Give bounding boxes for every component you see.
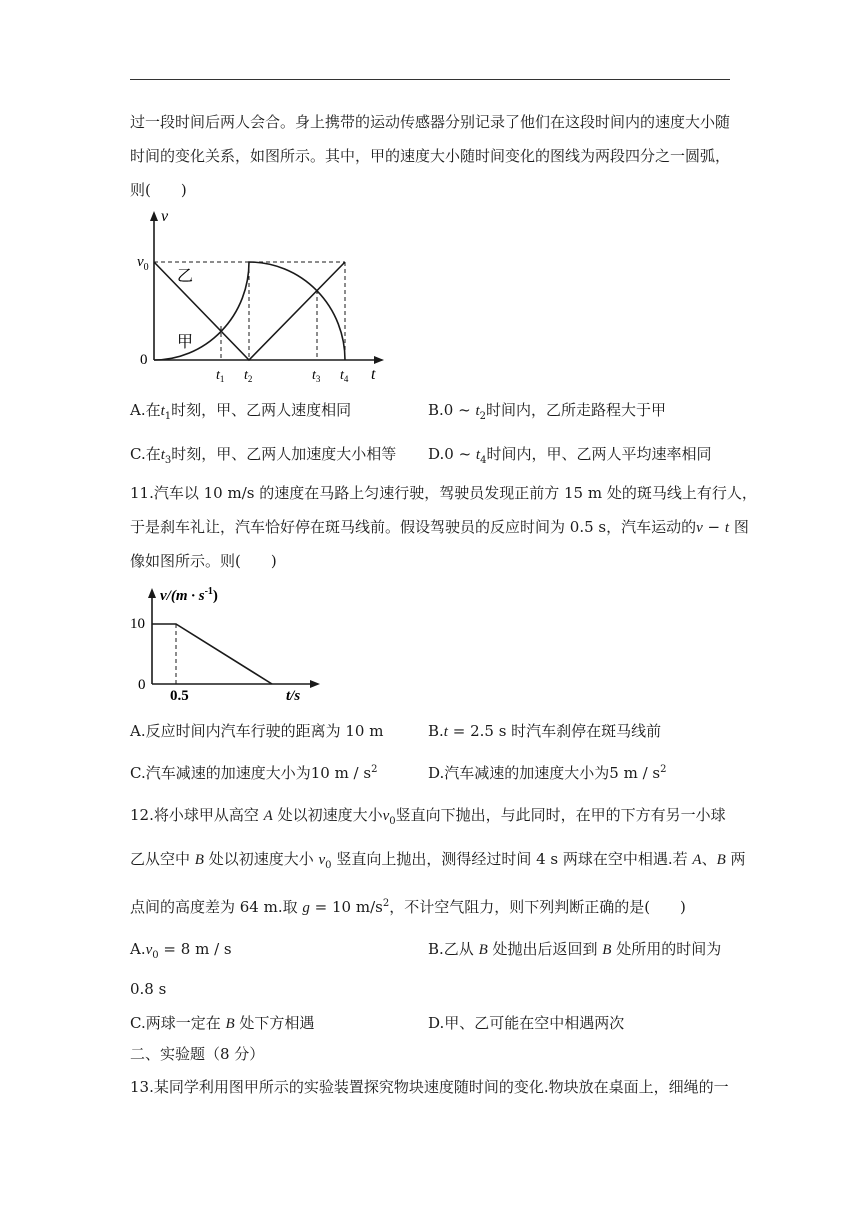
q10-stem-line-2: 时间的变化关系，如图所示。其中，甲的速度大小随时间变化的图线为两段四分之一圆弧， [130, 147, 731, 165]
q10-t-label: t [371, 366, 376, 383]
q10-yi-label: 乙 [177, 268, 194, 285]
q10-v-label: v [161, 208, 169, 225]
q12-option-b[interactable]: B.乙从 B 处抛出后返回到 B 处所用的时间为 [428, 940, 722, 958]
section-2-heading: 二、实验题（8 分） [130, 1045, 265, 1063]
q10-jia-label: 甲 [177, 334, 194, 351]
q10-vt-figure [135, 205, 395, 395]
q11-option-c[interactable]: C.汽车减速的加速度大小为10 m / $s^2$ [130, 764, 378, 782]
q12-stem-line-3: 点间的高度差为 64 m.取 g = 10 $m/s^2$，不计空气阻力，则下列判断正确的是( ) [130, 898, 686, 916]
q13-stem-line-1: 13.某同学利用图甲所示的实验装置探究物块速度随时间的变化.物块放在桌面上，细绳的一 [130, 1078, 729, 1096]
q12-option-a[interactable]: $A.v_0 = 8$ m / s [130, 940, 232, 961]
q12-option-c[interactable]: C.两球一定在 B 处下方相遇 [130, 1014, 315, 1032]
q10-t3-label: $t_3$ [312, 368, 321, 384]
q10-t4-label: $t_4$ [340, 368, 349, 384]
q11-option-b[interactable]: B.t = 2.5 s 时汽车刹停在斑马线前 [428, 722, 662, 740]
q11-stem-line-3: 像如图所示。则( ) [130, 552, 277, 570]
q10-t-arrow [374, 356, 384, 364]
q10-v0-label: $v_0$ [137, 254, 149, 273]
q11-x-tick-05: 0.5 [170, 688, 189, 704]
q11-y-axis-label: $v/(m \cdot s^{-1})$ [160, 586, 218, 604]
q10-t1-label: $t_1$ [216, 368, 225, 384]
q10-stem-line-1: 过一段时间后两人会合。身上携带的运动传感器分别记录了他们在这段时间内的速度大小随 [130, 113, 731, 131]
q10-option-c[interactable]: C.在$t_3$时刻，甲、乙两人加速度大小相等 [130, 445, 397, 466]
q10-v-arrow [150, 211, 158, 221]
q11-x-arrow [310, 680, 320, 688]
q11-option-d[interactable]: D.汽车减速的加速度大小为5 m / $s^2$ [428, 764, 667, 782]
q12-stem-line-2: 乙从空中 B 处以初速度大小 $v_0$ 竖直向上抛出，测得经过时间 4 s 两球在空中相遇.若 A、B 两 [130, 850, 746, 871]
q11-y-arrow [148, 588, 156, 598]
q10-t2-label: $t_2$ [244, 368, 253, 384]
q11-x-axis-label: t/s [286, 688, 301, 704]
q10-option-d[interactable]: D.0 ~ $t_4$时间内，甲、乙两人平均速率相同 [428, 445, 712, 466]
q10-option-b[interactable]: B.0 ~ $t_2$时间内，乙所走路程大于甲 [428, 401, 667, 422]
q11-stem-line-2: 于是刹车礼让，汽车恰好停在斑马线前。假设驾驶员的反应时间为 0.5 s，汽车运动的v − t 图 [130, 518, 749, 536]
q12-option-b-continued: 0.8 s [130, 980, 167, 998]
q11-option-a[interactable]: A.反应时间内汽车行驶的距离为 10 m [130, 722, 384, 740]
header-rule [130, 79, 730, 80]
q11-y-tick-10: 10 [130, 616, 145, 632]
q11-series-line [152, 624, 272, 684]
q12-option-d[interactable]: D.甲、乙可能在空中相遇两次 [428, 1014, 625, 1032]
q10-stem-line-3: 则( ) [130, 181, 187, 199]
q10-option-a[interactable]: A.在$t_1$时刻，甲、乙两人速度相同 [130, 401, 352, 422]
q11-vt-chart [130, 580, 330, 705]
q11-stem-line-1: 11.汽车以 10 m/s 的速度在马路上匀速行驶，驾驶员发现正前方 15 m 处的斑马线上有行人， [130, 484, 757, 502]
q12-stem-line-1: 12.将小球甲从高空 A 处以初速度大小$v_0$竖直向下抛出，与此同时，在甲的下方有另一小球 [130, 806, 726, 827]
q11-origin: 0 [138, 677, 146, 693]
q10-origin: 0 [140, 352, 148, 368]
